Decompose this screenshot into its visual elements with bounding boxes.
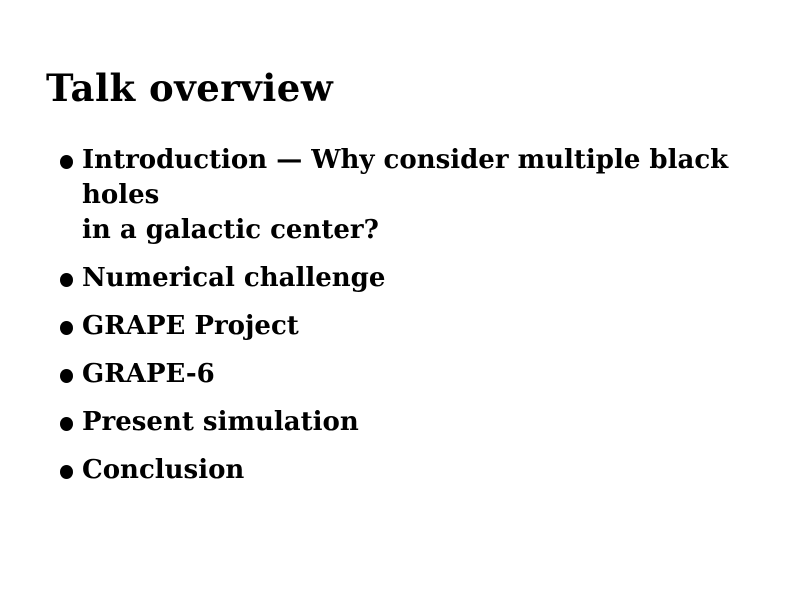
bullet-item xyxy=(60,405,770,440)
bullet-text xyxy=(82,357,215,392)
bullet-text xyxy=(82,309,299,344)
bullet-text xyxy=(82,405,359,440)
bullet-icon xyxy=(60,417,73,431)
bullet-line: GRAPE Project xyxy=(82,311,299,341)
bullet-item xyxy=(60,143,770,248)
bullet-item xyxy=(60,261,770,296)
bullet-line: Numerical challenge xyxy=(82,263,386,293)
bullet-icon xyxy=(60,369,73,383)
bullet-icon xyxy=(60,155,73,169)
bullet-line: Introduction — Why consider multiple black holes xyxy=(82,145,729,210)
bullet-icon xyxy=(60,273,73,287)
bullet-line: GRAPE-6 xyxy=(82,359,215,389)
bullet-line: Conclusion xyxy=(82,455,245,485)
bullet-text xyxy=(82,143,770,248)
bullet-text xyxy=(82,453,244,488)
bullet-item xyxy=(60,357,770,392)
bullet-list xyxy=(60,143,770,501)
bullet-line: Present simulation xyxy=(82,407,359,437)
bullet-text xyxy=(82,261,385,296)
bullet-icon xyxy=(60,321,73,335)
page-title: Talk overview xyxy=(46,66,334,110)
bullet-icon xyxy=(60,465,73,479)
bullet-item xyxy=(60,453,770,488)
bullet-line: in a galactic center? xyxy=(82,215,379,245)
bullet-item xyxy=(60,309,770,344)
